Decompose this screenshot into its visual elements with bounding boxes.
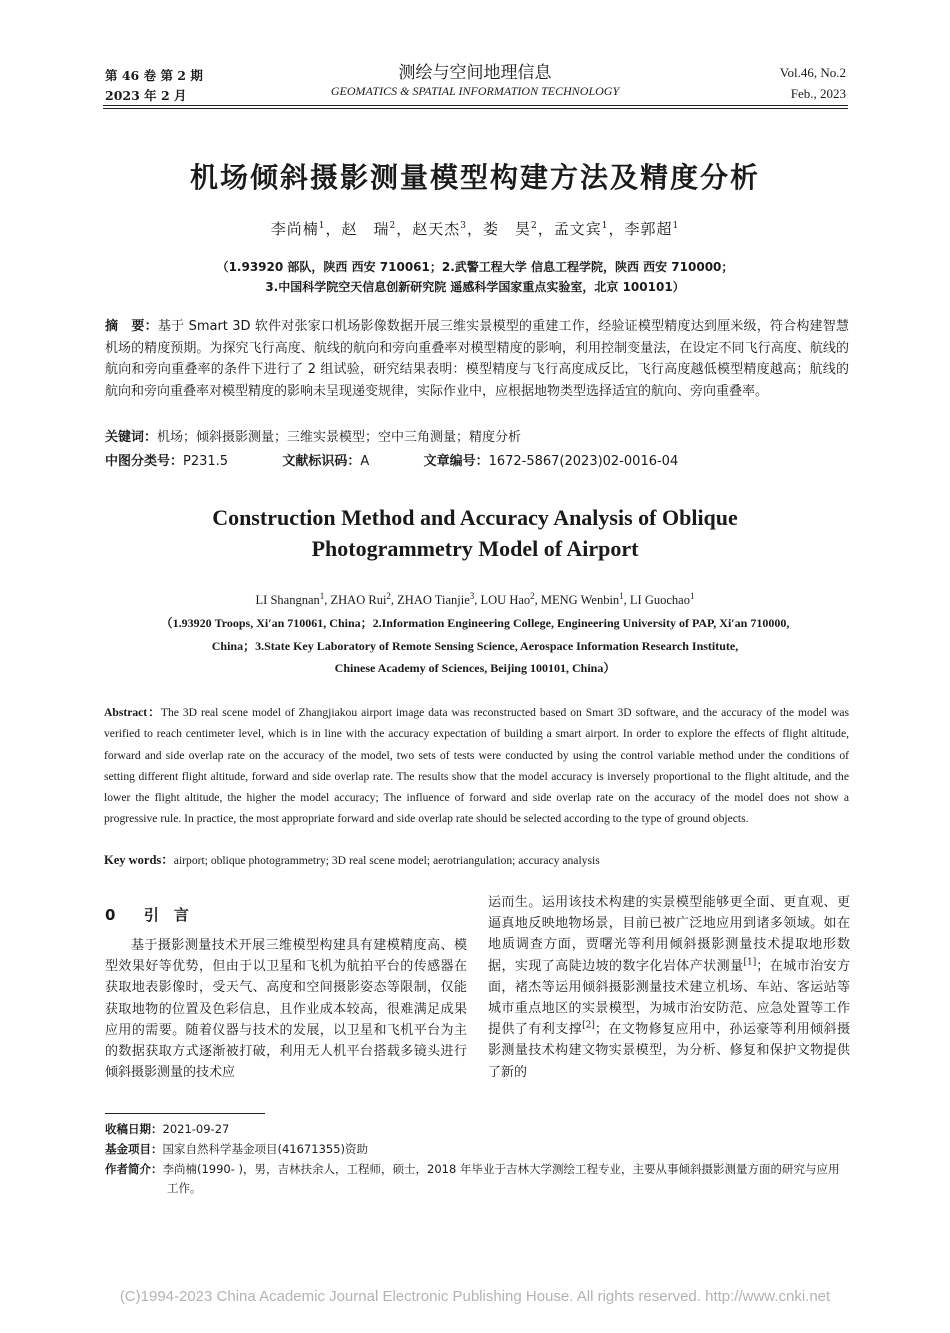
doc-code-label: 文献标识码：: [282, 454, 361, 469]
affiliation-en-line-3: Chinese Academy of Sciences, Beijing 100101, China）: [334, 661, 616, 675]
author-list-cn: 李尚楠$^1$，赵 瑞$^2$，赵天杰$^3$，娄 昊$^2$，孟文宾$^1$，李郭超$^1$: [270, 220, 680, 238]
section-number: 0: [105, 906, 116, 924]
clc-label: 中图分类号：: [105, 454, 184, 469]
author-en-name: LOU Hao: [480, 593, 531, 607]
author-list-en: LI Shangnan$^1$, ZHAO Rui$^2$, ZHAO Tianjie$^3$, LOU Hao$^2$, MENG Wenbin$^1$, LI Guochao$^1$: [255, 590, 695, 607]
affiliation-en-line-2: China；3.State Key Laboratory of Remote Sensing Science, Aerospace Information Research Institute,: [211, 639, 739, 653]
author-bio-label: 作者简介：: [105, 1162, 163, 1176]
abstract-en-label: Abstract：: [104, 706, 161, 719]
keywords-cn-label: 关键词：: [105, 430, 158, 445]
affiliation-cn-line-1: （1.93920 部队，陕西 西安 710061；2.武警工程大学 信息工程学院，陕西 西安 710000；: [216, 260, 734, 274]
date-cn: 2023 年 2 月: [105, 88, 187, 103]
article-no-label: 文章编号：: [423, 454, 489, 469]
page-title-en-line-1: Construction Method and Accuracy Analysis of Oblique: [212, 505, 738, 530]
intro-right-text-b: ；在城市治安方面，褚杰等运用倾斜摄影测量技术建立机场、车站、客运站等城市重点地区的实景模型，为城市治安防范、应急处置等工作提供了有利支撑: [488, 958, 850, 1038]
citation-1: [1]: [743, 957, 757, 968]
fund-value: 国家自然科学基金项目(41671355)资助: [162, 1142, 369, 1156]
author-cn-name: 赵 瑞: [341, 220, 390, 238]
copyright-notice: (C)1994-2023 China Academic Journal Electronic Publishing House. All rights reserved. http://www.cnki.net: [119, 1288, 831, 1305]
abstract-en-text: The 3D real scene model of Zhangjiakou airport image data was reconstructed based on Smart 3D software, and the accuracy of the model was verified to reach centimeter level, which is in line with the accuracy expectation of building a smart airport. In order to explore the effects of flight altitude, forward and side overlap rate on the accuracy of the model, two sets of tests were conducted by using the control variable method under the conditions of setting different flight altitude, forward and side overlap rate. The results show that the model accuracy is inversely proportional to the flight altitude, and the lower the flight altitude, the higher the model accuracy; The influence of forward and side overlap rate on the accuracy of the model does not show a progressive rule. In practice, the most appropriate forward and side overlap rate should be selected according to the type of ground objects.: [104, 706, 849, 826]
page-title-cn: 机场倾斜摄影测量模型构建方法及精度分析: [189, 161, 760, 194]
page-title-en-line-2: Photogrammetry Model of Airport: [311, 536, 639, 561]
author-en-affiliation-mark: 2: [386, 590, 391, 601]
author-en-name: ZHAO Tianjie: [397, 593, 470, 607]
journal-name-en: GEOMATICS & SPATIAL INFORMATION TECHNOLOGY: [330, 84, 620, 98]
volume-issue-en: Vol.46, No.2: [779, 65, 846, 80]
keywords-en-text: airport; oblique photogrammetry; 3D real scene model; aerotriangulation; accuracy analysis: [173, 854, 600, 867]
author-en-name: LI Shangnan: [255, 593, 320, 607]
abstract-cn: [105, 316, 849, 402]
received-value: 2021-09-27: [162, 1122, 230, 1136]
intro-right-text-c: ；在文物修复应用中，孙运豪等利用倾斜摄影测量技术构建文物实景模型，为分析、修复和保护文物提供了新的: [488, 1022, 850, 1080]
date-en: Feb., 2023: [790, 86, 846, 101]
keywords-en-label: Key words：: [104, 853, 174, 867]
author-en-affiliation-mark: 3: [469, 590, 475, 601]
author-en-affiliation-mark: 1: [689, 590, 695, 601]
citation-2: [2]: [582, 1020, 595, 1031]
author-cn-name: 李尚楠: [270, 220, 319, 238]
keywords-en: [104, 850, 849, 871]
author-en-name: MENG Wenbin: [540, 593, 620, 607]
clc-value: P231.5: [183, 454, 229, 469]
author-cn-name: 孟文宾: [553, 220, 602, 238]
author-cn-name: 赵天杰: [412, 220, 461, 238]
author-cn-affiliation-mark: 1: [601, 221, 609, 231]
intro-right-text-a: 运而生。运用该技术构建的实景模型能够更全面、更直观、更逼真地反映地物场景，目前已被广泛地应用到诸多领域。如在地质调查方面，贾曙光等利用倾斜摄影测量技术提取地形数据，实现了高陡边坡的数字化岩体产状测量: [488, 895, 850, 974]
affiliation-cn-line-2: 3.中国科学院空天信息创新研究院 遥感科学国家重点实验室，北京 100101）: [265, 280, 685, 294]
abstract-cn-text: 基于 Smart 3D 软件对张家口机场影像数据开展三维实景模型的重建工作，经验证模型精度达到厘米级，符合构建智慧机场的精度预期。为探究飞行高度、航线的航向和旁向重叠率对模型精度的影响，利用控制变量法，在设定不同飞行高度、航线的航向和旁向重叠率的条件下进行了 2 组试验，研究结果表明：模型精度与飞行高度成反比，飞行高度越低模型精度越高；航线的航向和旁向重叠率对模型精度的影响未呈现递变规律，实际作业中，应根据地物类型选择适宜的航向、旁向重叠率。: [105, 319, 849, 399]
author-cn-affiliation-mark: 3: [460, 221, 467, 231]
author-en-name: ZHAO Rui: [330, 593, 387, 607]
classification-line: [105, 451, 849, 473]
header-rule-top: [103, 105, 848, 106]
abstract-cn-label: 摘 要：: [105, 319, 158, 334]
author-bio-value: 李尚楠(1990- )，男，吉林扶余人，工程师，硕士，2018 年毕业于吉林大学测绘工程专业，主要从事倾斜摄影测量方面的研究与应用工作。: [162, 1162, 840, 1195]
footnote-rule: [105, 1113, 265, 1114]
author-en-name: LI Guochao: [629, 593, 690, 607]
author-cn-name: 李郭超: [624, 220, 673, 238]
author-cn-name: 娄 昊: [483, 220, 532, 238]
volume-issue-cn: 第 46 卷 第 2 期: [105, 68, 203, 83]
header-rule-bottom: [103, 108, 848, 109]
author-cn-affiliation-mark: 1: [318, 221, 326, 231]
keywords-cn-text: 机场；倾斜摄影测量；三维实景模型；空中三角测量；精度分析: [157, 430, 522, 445]
fund-label: 基金项目：: [105, 1142, 163, 1156]
keywords-cn: [105, 427, 849, 449]
intro-paragraph-left: 基于摄影测量技术开展三维模型构建具有建模精度高、模型效果好等优势，但由于以卫星和飞机为航拍平台的传感器在获取地表影像时，受天气、高度和空间摄影姿态等限制，仅能获取地物的位置及色彩信息，且作业成本较高，很难满足成果应用的需要。随着仪器与技术的发展，以卫星和飞机平台为主的数据获取方式逐渐被打破，利用无人机平台搭载多镜头进行倾斜摄影测量的技术应: [105, 938, 467, 1081]
author-en-affiliation-mark: 2: [530, 590, 535, 601]
affiliation-en-line-1: （1.93920 Troops, Xi′an 710061, China；2.Information Engineering College, Engineering University of PAP, Xi′an 710000,: [160, 616, 790, 630]
intro-paragraph-right: [488, 892, 850, 1083]
received-label: 收稿日期：: [105, 1122, 163, 1136]
doc-code-value: A: [360, 454, 370, 469]
footnote-received: [105, 1120, 850, 1139]
author-cn-affiliation-mark: 2: [389, 221, 397, 231]
author-en-affiliation-mark: 1: [319, 590, 325, 601]
section-title: 引 言: [143, 906, 189, 924]
author-en-affiliation-mark: 1: [619, 590, 624, 601]
section-heading: [105, 904, 189, 925]
footnote-fund: [105, 1140, 850, 1159]
author-cn-affiliation-mark: 1: [672, 221, 680, 231]
author-cn-affiliation-mark: 2: [531, 221, 538, 231]
abstract-en: [104, 702, 849, 830]
footnote-author: [105, 1160, 850, 1197]
article-no-value: 1672-5867(2023)02-0016-04: [488, 454, 679, 469]
journal-name-cn: 测绘与空间地理信息: [398, 63, 552, 83]
